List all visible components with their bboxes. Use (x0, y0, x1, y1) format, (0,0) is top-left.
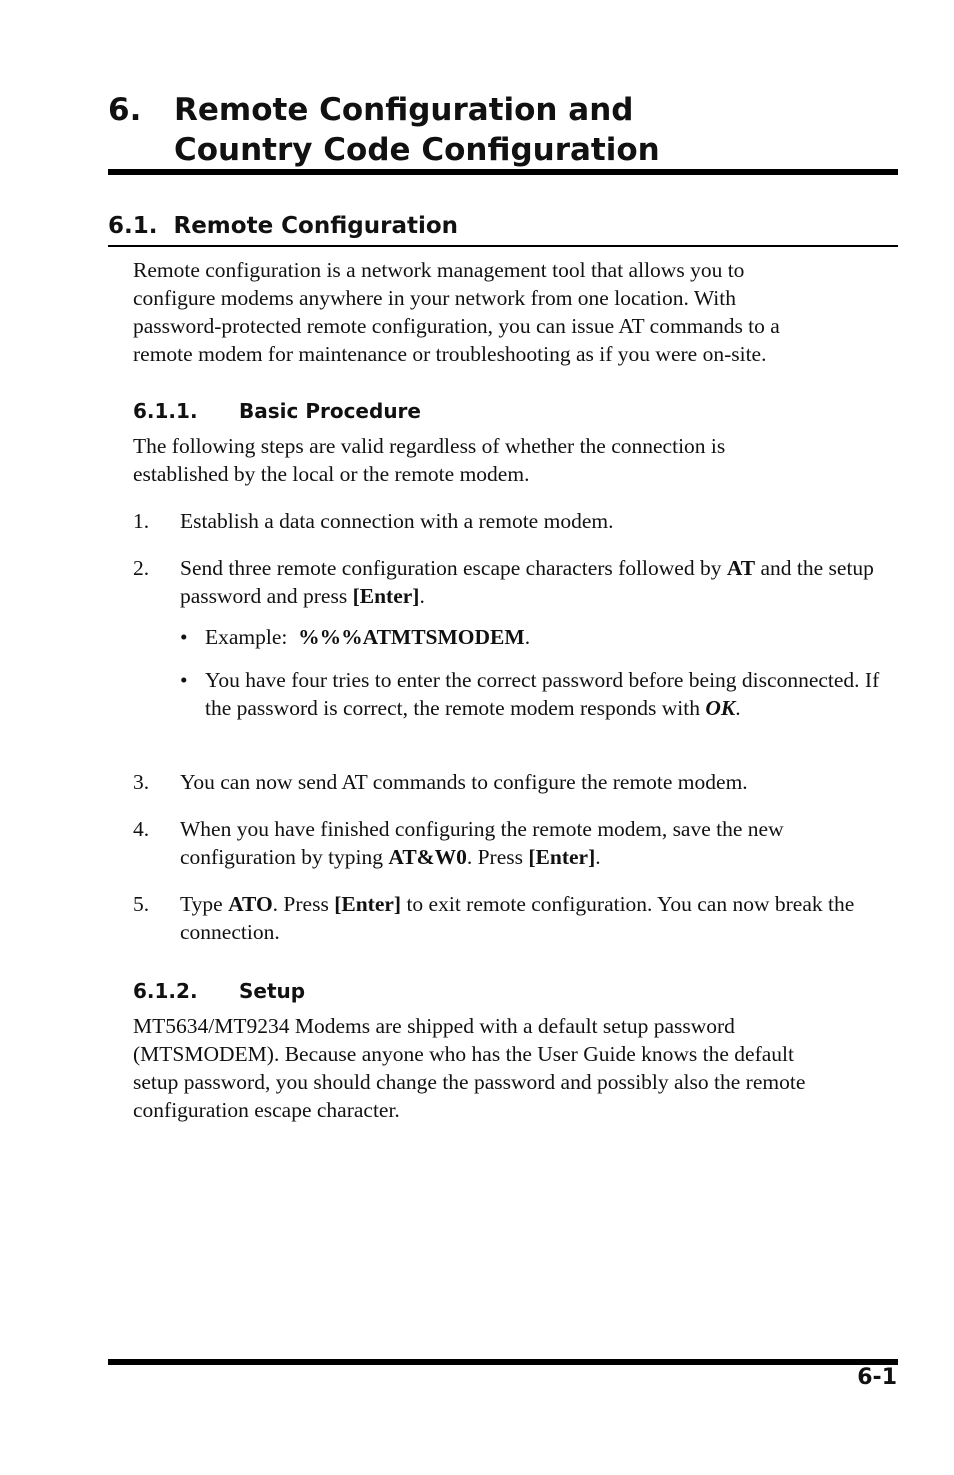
step-number: 3. (133, 770, 150, 794)
step-text: Send three remote configuration escape characters followed by AT and the setup password and press [Enter]. (180, 556, 874, 608)
footer-rule (108, 1359, 898, 1365)
subsection-number: 6.1.2. (133, 979, 198, 1003)
chapter-title-line2: Country Code Configuration (174, 132, 660, 168)
subsection-title: Setup (239, 979, 306, 1003)
bullet-text: Example: %%%ATMTSMODEM. (205, 625, 531, 649)
step-text: You can now send AT commands to configure the remote modem. (180, 770, 748, 794)
subsection-heading-basic-procedure (133, 399, 421, 423)
text-line: configuration escape character. (133, 1098, 400, 1122)
step-number: 5. (133, 892, 150, 916)
bullet-icon: • (180, 625, 188, 649)
section-rule (108, 245, 898, 247)
chapter-rule (108, 169, 898, 175)
page-number: 6-1 (857, 1365, 897, 1390)
text-line: MT5634/MT9234 Modems are shipped with a default setup password (133, 1014, 735, 1038)
setup-paragraph (133, 1012, 893, 1124)
bold-command: %%%ATMTSMODEM (298, 625, 525, 649)
chapter-title-line1: Remote Configuration and (174, 92, 634, 128)
bold-command: ATO (228, 892, 273, 916)
step-text: Type ATO. Press [Enter] to exit remote configuration. You can now break the connection. (180, 892, 855, 944)
procedure-intro-paragraph (133, 432, 893, 488)
subsection-title: Basic Procedure (239, 399, 421, 423)
text-line: setup password, you should change the password and possibly also the remote (133, 1070, 806, 1094)
text-line: Remote configuration is a network management tool that allows you to (133, 258, 745, 282)
subsection-heading-setup (133, 979, 305, 1003)
bullet-text: You have four tries to enter the correct password before being disconnected. If the password is correct, the remote modem responds with OK. (205, 668, 880, 720)
section-intro-paragraph (133, 256, 893, 368)
bold-command: AT&W0 (388, 845, 467, 869)
chapter-number: 6. (108, 92, 142, 128)
step-number: 1. (133, 509, 150, 533)
bold-key: [Enter] (352, 584, 420, 608)
bold-key: [Enter] (528, 845, 596, 869)
bold-italic-response: OK (705, 696, 736, 720)
step-text: Establish a data connection with a remote modem. (180, 509, 614, 533)
step-number: 4. (133, 817, 150, 841)
text-line: established by the local or the remote modem. (133, 462, 530, 486)
bold-command: AT (726, 556, 756, 580)
step-number: 2. (133, 556, 150, 580)
text-line: (MTSMODEM). Because anyone who has the User Guide knows the default (133, 1042, 794, 1066)
text-line: configure modems anywhere in your network from one location. With (133, 286, 736, 310)
text-line: The following steps are valid regardless of whether the connection is (133, 434, 726, 458)
section-heading: 6.1. Remote Configuration (108, 213, 459, 239)
bold-key: [Enter] (334, 892, 402, 916)
text-line: password-protected remote configuration, you can issue AT commands to a (133, 314, 780, 338)
step-text: When you have finished configuring the remote modem, save the new configuration by typing AT&W0. Press [Enter]. (180, 817, 784, 869)
subsection-number: 6.1.1. (133, 399, 198, 423)
text-line: remote modem for maintenance or troubleshooting as if you were on-site. (133, 342, 767, 366)
bullet-icon: • (180, 668, 188, 692)
